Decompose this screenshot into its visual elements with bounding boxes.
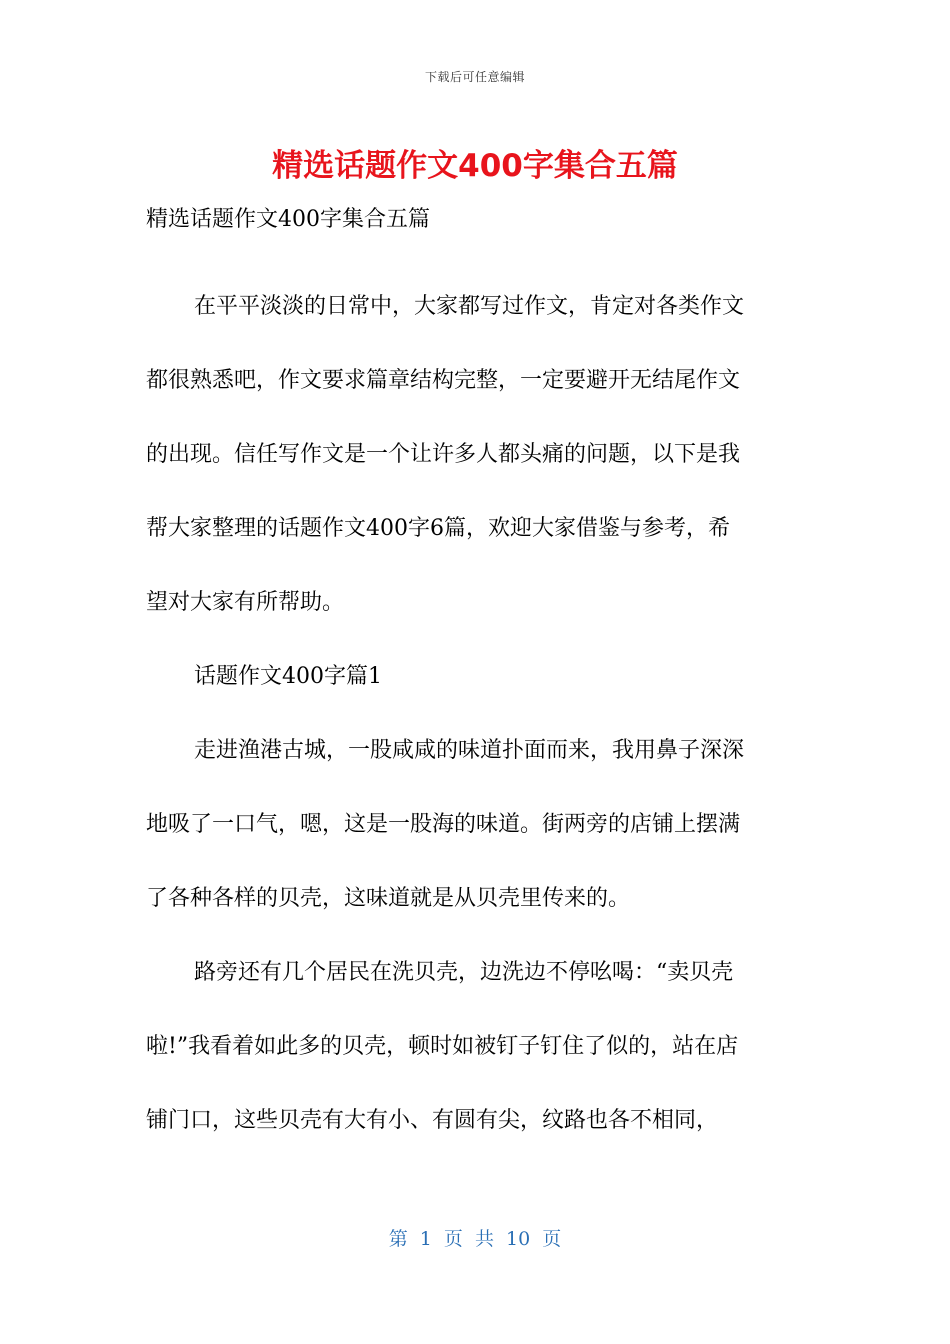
paragraph-line: 铺门口，这些贝壳有大有小、有圆有尖，纹路也各不相同， [146,1108,719,1133]
header-note: 下载后可任意编辑 [424,70,525,84]
section-heading: 话题作文400字篇1 [194,664,382,689]
document-title: 精选话题作文400字集合五篇 [272,148,678,184]
paragraph-line: 在平平淡淡的日常中，大家都写过作文，肯定对各类作文 [194,294,745,319]
paragraph-line: 的出现。信任写作文是一个让许多人都头痛的问题，以下是我 [146,442,741,467]
paragraph-line: 啦!”我看着如此多的贝壳，顿时如被钉子钉住了似的，站在店 [146,1034,739,1059]
page-number: 第 1 页 共 10 页 [388,1228,562,1250]
paragraph-line: 地吸了一口气，嗯，这是一股海的味道。街两旁的店铺上摆满 [146,812,741,837]
document-subtitle: 精选话题作文400字集合五篇 [146,207,430,232]
paragraph-line: 路旁还有几个居民在洗贝壳，边洗边不停吆喝：“卖贝壳 [194,960,734,985]
paragraph-line: 都很熟悉吧，作文要求篇章结构完整，一定要避开无结尾作文 [146,368,741,393]
paragraph-line: 了各种各样的贝壳，这味道就是从贝壳里传来的。 [146,886,631,911]
paragraph-line: 帮大家整理的话题作文400字6篇，欢迎大家借鉴与参考，希 [146,516,730,541]
document-body [146,196,806,1158]
paragraph-line: 望对大家有所帮助。 [146,590,345,615]
paragraph-line: 走进渔港古城，一股咸咸的味道扑面而来，我用鼻子深深 [194,738,745,763]
